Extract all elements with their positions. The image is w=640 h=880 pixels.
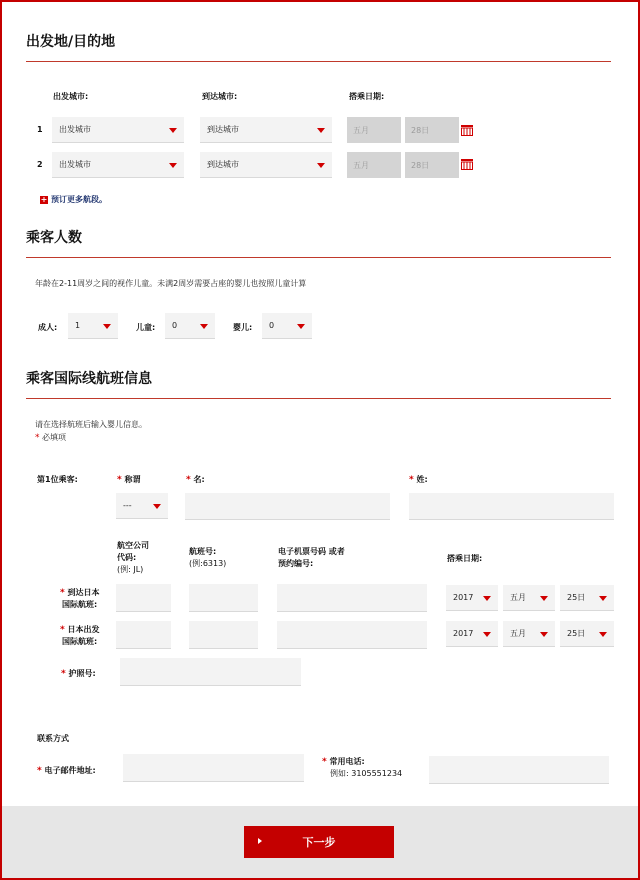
chevron-down-icon	[540, 596, 548, 601]
infant-label: 婴儿:	[233, 323, 253, 332]
depart-year-select[interactable]	[446, 621, 498, 647]
eticket-header-line: 预约编号:	[278, 559, 314, 568]
add-more-segments-label: 预订更多航段。	[51, 195, 107, 204]
chevron-down-icon	[317, 163, 325, 168]
passport-label	[61, 668, 96, 679]
month-select-disabled[interactable]: 五月	[347, 152, 401, 178]
month-select-disabled[interactable]: 五月	[347, 117, 401, 143]
chevron-down-icon	[297, 324, 305, 329]
arrow-right-icon	[258, 838, 262, 844]
add-more-segments-link[interactable]	[40, 194, 107, 205]
adult-count-value: 1	[75, 321, 81, 330]
airline-code-example: (例: JL)	[117, 565, 144, 574]
required-asterisk: *	[117, 475, 122, 485]
passengers-divider	[26, 257, 611, 258]
passport-label-text: 护照号:	[68, 669, 96, 678]
required-asterisk: *	[61, 669, 66, 679]
chevron-down-icon	[599, 632, 607, 637]
from-city-value: 出发城市	[59, 160, 91, 169]
route-row-number: 1	[37, 125, 43, 134]
salutation-label	[117, 474, 141, 485]
email-label	[37, 765, 96, 776]
arrive-japan-label-line: 国际航班:	[62, 600, 98, 609]
arrive-japan-label	[60, 587, 100, 611]
chevron-down-icon	[169, 163, 177, 168]
chevron-down-icon	[599, 596, 607, 601]
flight-number-header-line: 航班号:	[189, 547, 217, 556]
depart-japan-label-line: 国际航班:	[62, 637, 98, 646]
first-name-input[interactable]	[185, 493, 390, 520]
depart-eticket-input[interactable]	[277, 621, 427, 649]
from-city-value: 出发城市	[59, 125, 91, 134]
required-note	[35, 432, 66, 443]
routes-divider	[26, 61, 611, 62]
to-city-value: 到达城市	[207, 160, 239, 169]
travel-date-label: 搭乘日期:	[349, 92, 385, 101]
arrive-eticket-input[interactable]	[277, 584, 427, 612]
flight-number-example: (例:6313)	[189, 559, 227, 568]
required-asterisk: *	[322, 757, 327, 767]
depart-month-select[interactable]	[503, 621, 555, 647]
day-select-disabled[interactable]: 28日	[405, 117, 459, 143]
from-city-label: 出发城市:	[53, 92, 89, 101]
contact-title: 联系方式	[37, 734, 69, 743]
passport-number-input[interactable]	[120, 658, 301, 686]
intl-title: 乘客国际线航班信息	[26, 371, 152, 387]
last-name-input[interactable]	[409, 493, 614, 520]
required-asterisk: *	[60, 588, 65, 598]
to-city-label: 到达城市:	[202, 92, 238, 101]
next-step-label: 下一步	[302, 836, 336, 849]
infant-count-select[interactable]	[262, 313, 312, 339]
arrive-japan-label-line: 到达日本	[67, 588, 100, 597]
email-label-text: 电子邮件地址:	[44, 766, 96, 775]
last-name-label-text: 姓:	[416, 475, 428, 484]
from-city-select[interactable]	[52, 117, 184, 143]
passenger-1-label: 第1位乘客:	[37, 475, 78, 484]
adult-label: 成人:	[38, 323, 58, 332]
flight-number-header	[189, 546, 226, 570]
salutation-label-text: 称谓	[124, 475, 141, 484]
required-asterisk: *	[35, 433, 40, 443]
email-input[interactable]	[123, 754, 304, 782]
chevron-down-icon	[153, 504, 161, 509]
chevron-down-icon	[169, 128, 177, 133]
depart-year-value: 2017	[453, 629, 474, 638]
depart-japan-label	[60, 624, 100, 648]
required-note-text: 必填项	[42, 433, 67, 442]
chevron-down-icon	[540, 632, 548, 637]
depart-japan-label-line: 日本出发	[67, 625, 100, 634]
routes-title: 出发地/目的地	[26, 34, 116, 50]
chevron-down-icon	[103, 324, 111, 329]
depart-month-value: 五月	[510, 629, 526, 638]
infant-count-value: 0	[269, 321, 275, 330]
calendar-icon[interactable]	[461, 159, 473, 170]
plus-icon: +	[40, 194, 48, 204]
arrive-flight-number-input[interactable]	[189, 584, 258, 612]
depart-day-select[interactable]	[560, 621, 614, 647]
adult-count-select[interactable]	[68, 313, 118, 339]
first-name-label	[186, 474, 205, 485]
phone-label-text: 常用电话:	[329, 757, 365, 766]
intl-divider	[26, 398, 611, 399]
child-count-select[interactable]	[165, 313, 215, 339]
calendar-icon[interactable]	[461, 125, 473, 136]
to-city-select[interactable]	[200, 117, 332, 143]
last-name-label	[409, 474, 428, 485]
route-row-number: 2	[37, 160, 43, 169]
from-city-select[interactable]	[52, 152, 184, 178]
arrive-day-value: 25日	[567, 593, 586, 602]
chevron-down-icon	[483, 632, 491, 637]
eticket-header	[278, 546, 345, 570]
day-select-disabled[interactable]: 28日	[405, 152, 459, 178]
airline-code-header	[117, 540, 149, 576]
eticket-header-line: 电子机票号码 或者	[278, 547, 345, 556]
arrive-month-select[interactable]	[503, 585, 555, 611]
required-asterisk: *	[186, 475, 191, 485]
depart-day-value: 25日	[567, 629, 586, 638]
chevron-down-icon	[483, 596, 491, 601]
arrive-day-select[interactable]	[560, 585, 614, 611]
required-asterisk: *	[409, 475, 414, 485]
phone-input[interactable]	[429, 756, 609, 784]
salutation-select[interactable]	[116, 493, 168, 519]
phone-label	[322, 756, 402, 780]
arrive-year-select[interactable]	[446, 585, 498, 611]
depart-flight-number-input[interactable]	[189, 621, 258, 649]
arrive-airline-code-input[interactable]	[116, 584, 171, 612]
required-asterisk: *	[37, 766, 42, 776]
infant-info-note: 请在选择航班后输入婴儿信息。	[35, 420, 147, 429]
arrive-month-value: 五月	[510, 593, 526, 602]
to-city-select[interactable]	[200, 152, 332, 178]
arrive-year-value: 2017	[453, 593, 474, 602]
next-step-button[interactable]	[244, 826, 394, 858]
airline-code-header-line: 代码:	[117, 553, 137, 562]
passengers-note: 年龄在2-11周岁之间的视作儿童。未满2周岁需要占座的婴儿也按照儿童计算	[35, 279, 307, 288]
chevron-down-icon	[200, 324, 208, 329]
airline-code-header-line: 航空公司	[117, 541, 149, 550]
chevron-down-icon	[317, 128, 325, 133]
depart-airline-code-input[interactable]	[116, 621, 171, 649]
phone-example: 例如: 3105551234	[330, 769, 403, 778]
to-city-value: 到达城市	[207, 125, 239, 134]
first-name-label-text: 名:	[193, 475, 205, 484]
child-label: 儿童:	[136, 323, 156, 332]
passengers-title: 乘客人数	[26, 230, 82, 246]
flight-date-header: 搭乘日期:	[447, 554, 483, 563]
required-asterisk: *	[60, 625, 65, 635]
salutation-value: ---	[123, 501, 132, 510]
child-count-value: 0	[172, 321, 178, 330]
